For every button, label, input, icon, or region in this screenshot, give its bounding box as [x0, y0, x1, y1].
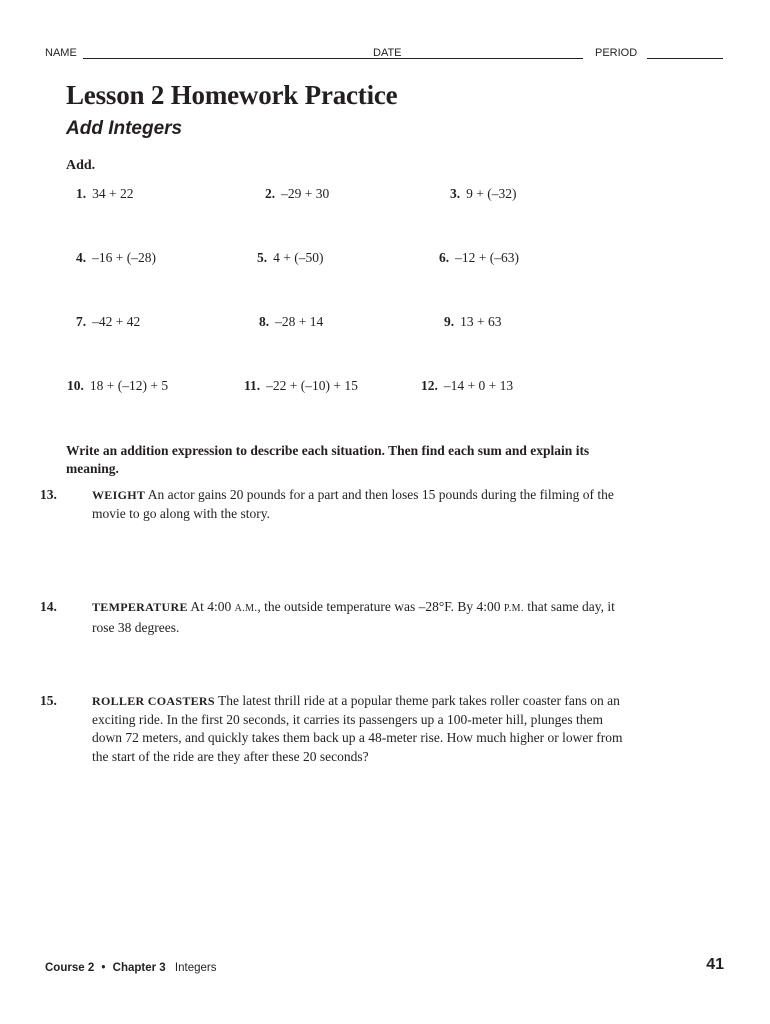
problem-15: 15. ROLLER COASTERS The latest thrill ride at a popular theme park takes roller coaster fans on an exciting ride. In the first 20 seconds, it carries its passengers up a 100-meter hill, plunges them down 72 meters, and quickly takes them back up a 48-meter rise. How much higher or lower from the start of the ride are they after these 20 seconds?	[40, 693, 623, 764]
problem-5: 5. 4 + (–50)	[257, 250, 324, 265]
problem-14: 14. TEMPERATURE At 4:00 A.M., the outside temperature was –28°F. By 4:00 P.M. that same day, it rose 38 degrees.	[40, 599, 615, 635]
problem-4: 4. –16 + (–28)	[76, 250, 156, 265]
footer-chapter: Chapter 3	[112, 962, 166, 974]
problem-2: 2. –29 + 30	[265, 186, 330, 201]
problem-3: 3. 9 + (–32)	[450, 186, 517, 201]
name-label: NAME	[45, 47, 77, 59]
problem-6: 6. –12 + (–63)	[439, 250, 519, 265]
period-line[interactable]	[647, 58, 723, 59]
section-instructions: Write an addition expression to describe each situation. Then find each sum and explain its meaning.	[66, 443, 590, 476]
date-label: DATE	[373, 47, 402, 59]
problem-8: 8. –28 + 14	[259, 314, 324, 329]
problem-11: 11. –22 + (–10) + 15	[244, 378, 358, 393]
problem-13: 13. WEIGHT An actor gains 20 pounds for a part and then loses 15 pounds during the filming of the movie to go along with the story.	[40, 487, 614, 521]
problem-9: 9. 13 + 63	[444, 314, 502, 329]
date-line[interactable]	[407, 58, 583, 59]
page-number: 41	[706, 956, 724, 973]
section-add-label: Add.	[66, 158, 96, 173]
problem-7: 7. –42 + 42	[76, 314, 141, 329]
page-title: Lesson 2 Homework Practice	[66, 80, 398, 110]
page-footer	[45, 962, 216, 974]
page-subtitle: Add Integers	[66, 118, 183, 139]
problem-12: 12. –14 + 0 + 13	[421, 378, 514, 393]
problem-10: 10. 18 + (–12) + 5	[67, 378, 169, 393]
problem-1: 1. 34 + 22	[76, 186, 134, 201]
footer-bullet: •	[101, 962, 106, 974]
footer-chapter-name: Integers	[174, 962, 217, 974]
footer-course: Course 2	[45, 962, 95, 974]
period-label: PERIOD	[595, 47, 638, 59]
name-line[interactable]	[83, 58, 409, 59]
